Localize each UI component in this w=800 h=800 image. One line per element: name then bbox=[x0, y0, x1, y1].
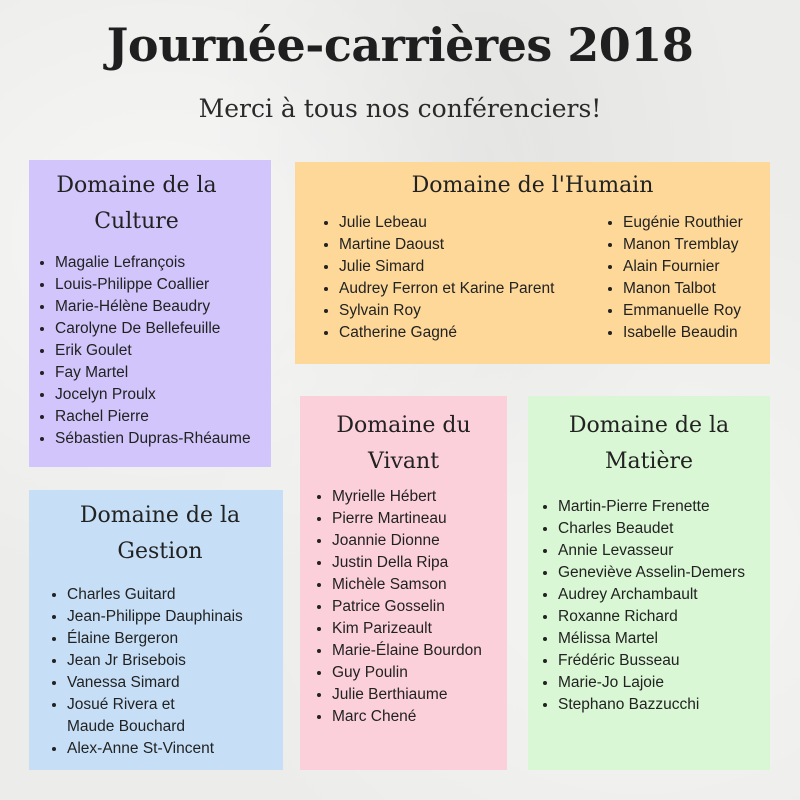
list-item: • Emmanuelle Roy bbox=[623, 300, 743, 322]
list-item: • Louis-Philippe Coallier bbox=[55, 274, 271, 296]
panel-culture bbox=[29, 160, 271, 467]
list-item: • Catherine Gagné bbox=[339, 322, 599, 344]
list-item: • Magalie Lefrançois bbox=[55, 252, 271, 274]
list-item: • Annie Levasseur bbox=[558, 540, 770, 562]
list-item: • Audrey Archambault bbox=[558, 584, 770, 606]
panel-heading bbox=[29, 160, 244, 240]
panel-matiere bbox=[528, 396, 770, 770]
list-item: • Élaine Bergeron bbox=[67, 628, 283, 650]
list-item: • Erik Goulet bbox=[55, 340, 271, 362]
speaker-list bbox=[599, 212, 743, 344]
list-item: • Jocelyn Proulx bbox=[55, 384, 271, 406]
heading-line: Domaine du bbox=[336, 413, 471, 438]
list-item: • Alex-Anne St-Vincent bbox=[67, 738, 283, 760]
list-item: • Martine Daoust bbox=[339, 234, 599, 256]
heading-line: Gestion bbox=[117, 539, 203, 564]
list-item: • Frédéric Busseau bbox=[558, 650, 770, 672]
list-item: • Patrice Gosselin bbox=[332, 596, 507, 618]
list-item: • Audrey Ferron et Karine Parent bbox=[339, 278, 599, 300]
speaker-list bbox=[528, 496, 770, 716]
list-item: • Kim Parizeault bbox=[332, 618, 507, 640]
list-item: • Marc Chené bbox=[332, 706, 507, 728]
list-item: • Roxanne Richard bbox=[558, 606, 770, 628]
speaker-columns bbox=[295, 212, 770, 344]
speaker-list bbox=[29, 584, 283, 760]
list-item: • Charles Guitard bbox=[67, 584, 283, 606]
list-item: • Charles Beaudet bbox=[558, 518, 770, 540]
list-item: • Sébastien Dupras-Rhéaume bbox=[55, 428, 271, 450]
list-item: • Manon Talbot bbox=[623, 278, 743, 300]
list-item: • Geneviève Asselin-Demers bbox=[558, 562, 770, 584]
list-item: • Marie-Jo Lajoie bbox=[558, 672, 770, 694]
list-item: • Pierre Martineau bbox=[332, 508, 507, 530]
list-item: • Marie-Élaine Bourdon bbox=[332, 640, 507, 662]
panel-gestion bbox=[29, 490, 283, 770]
list-item: • Rachel Pierre bbox=[55, 406, 271, 428]
list-item: • Michèle Samson bbox=[332, 574, 507, 596]
list-item: • Stephano Bazzucchi bbox=[558, 694, 770, 716]
list-item: • Marie-Hélène Beaudry bbox=[55, 296, 271, 318]
list-item: • Alain Fournier bbox=[623, 256, 743, 278]
list-item: • Jean-Philippe Dauphinais bbox=[67, 606, 283, 628]
speaker-list bbox=[295, 212, 599, 344]
list-item: • Guy Poulin bbox=[332, 662, 507, 684]
page-subtitle: Merci à tous nos conférenciers! bbox=[198, 94, 602, 123]
panel-humain bbox=[295, 162, 770, 364]
list-item: • Myrielle Hébert bbox=[332, 486, 507, 508]
list-item: • Justin Della Ripa bbox=[332, 552, 507, 574]
list-item: • Julie Lebeau bbox=[339, 212, 599, 234]
speaker-list bbox=[300, 486, 507, 728]
list-item: • Joannie Dionne bbox=[332, 530, 507, 552]
panel-heading bbox=[29, 490, 283, 570]
heading-line: Vivant bbox=[367, 449, 440, 474]
list-item: • Mélissa Martel bbox=[558, 628, 770, 650]
list-item: • Jean Jr Brisebois bbox=[67, 650, 283, 672]
list-item: • Vanessa Simard bbox=[67, 672, 283, 694]
heading-line: Culture bbox=[94, 209, 179, 234]
panel-vivant bbox=[300, 396, 507, 770]
page-title: Journée-carrières 2018 bbox=[106, 18, 694, 72]
heading-line: Matière bbox=[604, 449, 694, 474]
list-item: • Sylvain Roy bbox=[339, 300, 599, 322]
list-item: • Eugénie Routhier bbox=[623, 212, 743, 234]
panel-heading bbox=[300, 396, 507, 480]
list-item: • Fay Martel bbox=[55, 362, 271, 384]
list-item: • Isabelle Beaudin bbox=[623, 322, 743, 344]
list-item: • Julie Simard bbox=[339, 256, 599, 278]
heading-line: Domaine de la bbox=[79, 503, 241, 528]
list-item: • Josué Rivera et Maude Bouchard bbox=[67, 694, 283, 738]
list-item: • Julie Berthiaume bbox=[332, 684, 507, 706]
heading-line: Domaine de la bbox=[56, 173, 217, 198]
list-item: • Carolyne De Bellefeuille bbox=[55, 318, 271, 340]
heading-line: Domaine de la bbox=[568, 413, 730, 438]
list-item: • Martin-Pierre Frenette bbox=[558, 496, 770, 518]
speaker-list bbox=[29, 252, 271, 450]
panel-heading: Domaine de l'Humain bbox=[411, 173, 654, 198]
panel-heading bbox=[528, 396, 770, 480]
list-item: • Manon Tremblay bbox=[623, 234, 743, 256]
